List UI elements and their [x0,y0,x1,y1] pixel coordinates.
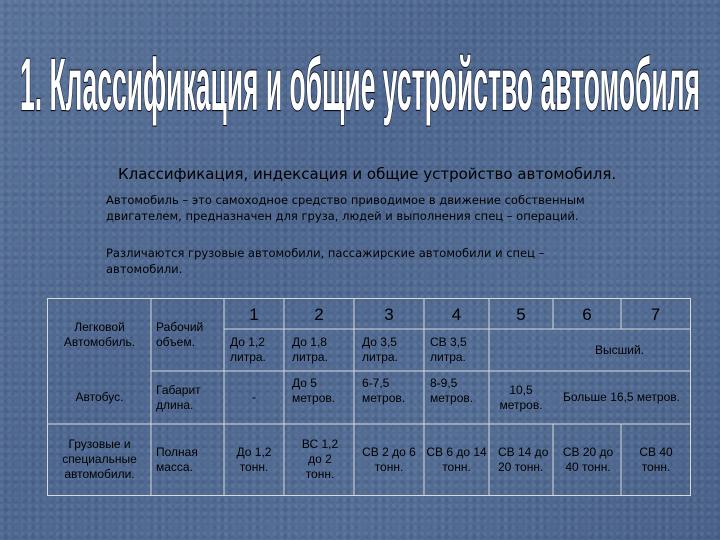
header-cell: 3 [384,304,394,324]
parameter-cell: Габарит длина. [156,382,201,412]
header-cell: 2 [314,304,324,324]
value-cell: До 5 метров. [292,376,336,405]
types-paragraph: Различаются грузовые автомобили, пассажирские автомобили и спец – автомобили. [106,246,545,276]
value-cell: СВ 2 до 6 тонн. [362,444,416,474]
value-cell: СВ 40 тонн. [639,444,673,474]
value-cell: До 1,8 литра. [292,335,328,364]
value-cell: - [252,390,256,404]
slide-title [10,14,710,134]
value-cell: СВ 6 до 14 тонн. [426,444,487,474]
header-cell: 5 [516,304,526,324]
vehicle-type-cell: Легковой Автомобиль. [63,320,136,349]
value-cell: До 1,2 тонн. [236,444,272,474]
value-cell: 8-9,5 метров. [430,376,474,405]
vehicle-type-cell: Грузовые и специальные автомобили. [62,437,137,481]
value-cell: 10,5 метров. [499,382,543,412]
header-cell: 1 [249,304,259,324]
header-cell: 7 [650,304,661,324]
value-cell: СВ 3,5 литра. [430,335,467,364]
definition-paragraph: Автомобиль – это самоходное средство приводимое в движение собственным двигателем, предназначен для груза, людей и выполнения спец – операций. [106,193,585,223]
slide-subtitle: Классификация, индексация и общие устройство автомобиля. [118,165,617,183]
classification-table [47,298,691,496]
value-cell: До 1,2 литра. [230,335,266,364]
parameter-cell: Полная масса. [156,444,198,474]
value-cell: До 3,5 литра. [362,335,398,364]
value-cell: СВ 20 до 40 тонн. [562,444,614,474]
vehicle-type-cell: Автобус. [75,390,124,404]
merged-value-cell: Больше 16,5 метров. [563,390,680,404]
value-cell: СВ 14 до 20 тонн. [498,444,549,474]
merged-value-cell: Высший. [595,342,644,357]
value-cell: 6-7,5 метров. [362,376,406,405]
value-cell: ВС 1,2 до 2 тонн. [301,437,339,481]
header-cell: 6 [582,304,592,324]
parameter-cell: Рабочий объем. [156,320,204,349]
slide-title-text: 1. Классификация и общие устройство автомобиля [20,43,700,126]
header-cell: 4 [451,304,462,324]
